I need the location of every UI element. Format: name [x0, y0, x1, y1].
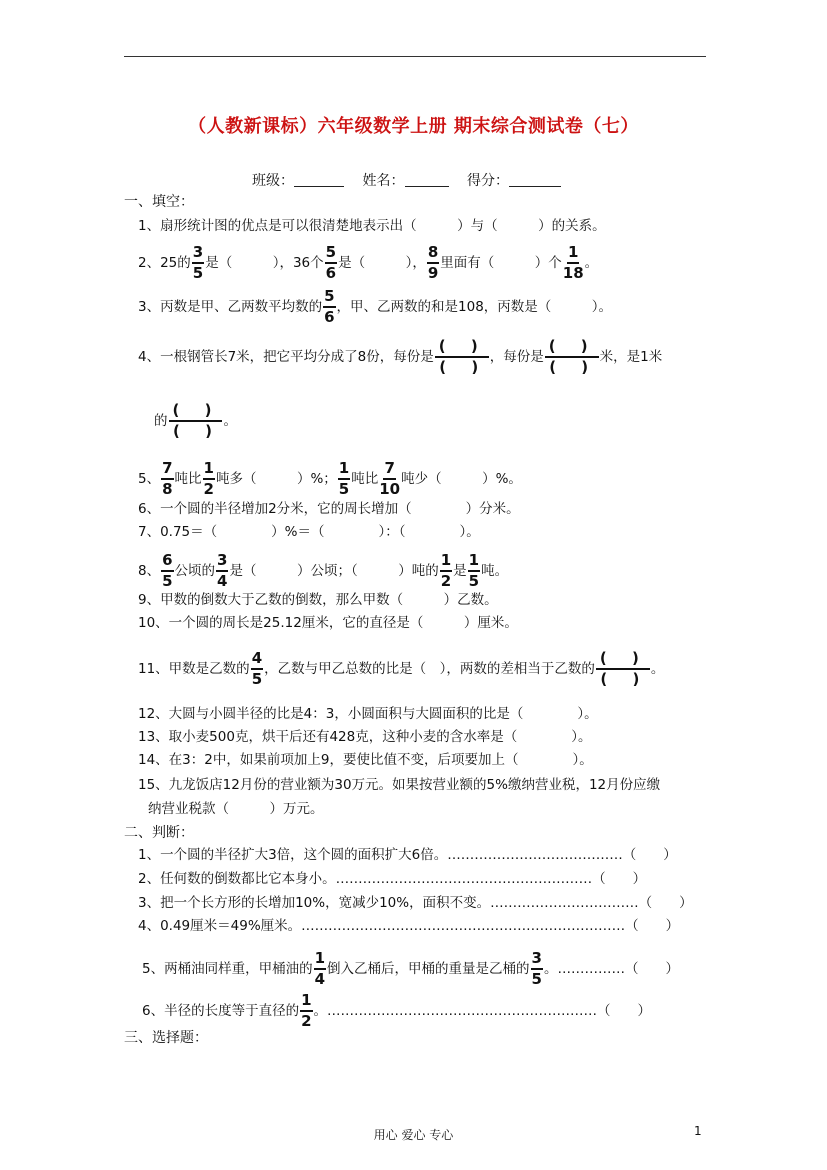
- section-fill-blank: 一、填空：: [124, 194, 194, 210]
- fraction: $\frac{5}{6}$: [324, 287, 335, 326]
- section-true-false: 二、判断：: [124, 825, 194, 841]
- fraction: $\frac{7}{10}$: [379, 459, 401, 498]
- question-2-3: 3、把一个长方形的长增加10%，宽减少10%，面积不变。……………………………（ ）: [138, 895, 693, 911]
- question-1-14: 14、在3：2中，如果前项加上9，要使比值不变，后项要加上（ ）。: [138, 752, 593, 768]
- blank-fraction: $\frac{( )}{( )}$: [169, 402, 223, 440]
- fraction: $\frac{7}{8}$: [162, 459, 173, 498]
- fraction: $\frac{1}{5}$: [338, 459, 350, 498]
- fraction: $\frac{1}{18}$: [562, 243, 584, 282]
- fraction: $\frac{4}{5}$: [251, 649, 263, 688]
- name-blank: [405, 172, 449, 187]
- fraction: $\frac{1}{2}$: [440, 551, 452, 590]
- question-2-4: 4、0.49厘米＝49%厘米。………………………………………………………………（ ）: [138, 918, 680, 934]
- fraction: $\frac{1}{5}$: [468, 551, 480, 590]
- fraction: $\frac{5}{6}$: [325, 243, 337, 282]
- page-title: （人教新课标）六年级数学上册 期末综合测试卷（七）: [188, 116, 639, 137]
- question-1-8: 8、 $\frac{6}{5}$ 公顷的 $\frac{3}{4}$ 是（ ）公顷；（ ）吨的 $\frac{1}{2}$ 是 $\frac{1}{5}$ 吨。: [138, 551, 509, 590]
- fraction: $\frac{8}{9}$: [427, 243, 439, 282]
- question-1-11: 11、甲数是乙数的 $\frac{4}{5}$ ，乙数与甲乙总数的比是（ ），两数的差相当于乙数的 $\frac{( )}{( )}$ 。: [138, 649, 665, 688]
- question-1-15-cont: 纳营业税款（ ）万元。: [148, 801, 324, 817]
- page-number: 1: [694, 1124, 702, 1138]
- question-1-12: 12、大圆与小圆半径的比是4：3，小圆面积与大圆面积的比是（ ）。: [138, 706, 598, 722]
- class-blank: [294, 172, 344, 187]
- fraction: $\frac{6}{5}$: [162, 551, 173, 590]
- blank-fraction: $\frac{( )}{( )}$: [545, 338, 599, 376]
- question-1-4: 4、一根钢管长7米，把它平均分成了8份，每份是 $\frac{( )}{( )}$ ，每份是 $\frac{( )}{( )}$ 米，是1米: [138, 337, 663, 376]
- footer-text: 用心 爱心 专心: [373, 1128, 454, 1142]
- fraction: $\frac{3}{5}$: [192, 243, 204, 282]
- student-info-row: [0, 170, 827, 190]
- question-1-9: 9、甲数的倒数大于乙数的倒数，那么甲数（ ）乙数。: [138, 592, 498, 608]
- fraction: $\frac{3}{4}$: [217, 551, 228, 590]
- class-label: 班级：: [252, 173, 295, 189]
- question-2-1: 1、一个圆的半径扩大3倍，这个圆的面积扩大6倍。…………………………………（ ）: [138, 847, 677, 863]
- score-blank: [509, 172, 561, 187]
- question-1-15: 15、九龙饭店12月份的营业额为30万元。如果按营业额的5%缴纳营业税，12月份应缴: [138, 777, 661, 793]
- section-multiple-choice: 三、选择题：: [124, 1030, 208, 1046]
- question-1-4-cont: 的 $\frac{( )}{( )}$ 。: [154, 401, 237, 440]
- question-1-6: 6、一个圆的半径增加2分米，它的周长增加（ ）分米。: [138, 501, 520, 517]
- question-1-2: 2、25的 $\frac{3}{5}$ 是（ ），36个 $\frac{5}{6}$ 是（ ）， $\frac{8}{9}$ 里面有（ ）个 $\frac{1}{18}$ 。: [138, 243, 599, 282]
- question-1-10: 10、一个圆的周长是25.12厘米，它的直径是（ ）厘米。: [138, 615, 518, 631]
- score-label: 得分：: [466, 173, 509, 189]
- blank-fraction: $\frac{( )}{( )}$: [435, 338, 489, 376]
- question-2-5: 5、两桶油同样重，甲桶油的 $\frac{1}{4}$ 倒入乙桶后，甲桶的重量是乙桶的 $\frac{3}{5}$ 。……………（ ）: [142, 949, 679, 988]
- question-1-5: 5、 $\frac{7}{8}$ 吨比 $\frac{1}{2}$ 吨多（ ）%； $\frac{1}{5}$ 吨比 $\frac{7}{10}$ 吨少（ ）%。: [138, 459, 522, 498]
- fraction: $\frac{1}{4}$: [314, 949, 326, 988]
- question-1-1: 1、扇形统计图的优点是可以很清楚地表示出（ ）与（ ）的关系。: [138, 218, 606, 234]
- question-2-2: 2、任何数的倒数都比它本身小。…………………………………………………（ ）: [138, 871, 647, 887]
- header-rule: [124, 56, 706, 57]
- blank-fraction: $\frac{( )}{( )}$: [596, 650, 650, 688]
- fraction: $\frac{1}{2}$: [203, 459, 214, 498]
- name-label: 姓名：: [362, 173, 405, 189]
- question-2-6: 6、半径的长度等于直径的 $\frac{1}{2}$ 。……………………………………………………（ ）: [142, 991, 652, 1030]
- question-1-3: 3、丙数是甲、乙两数平均数的 $\frac{5}{6}$ ，甲、乙两数的和是108，丙数是（ ）。: [138, 287, 613, 326]
- fraction: $\frac{3}{5}$: [531, 949, 542, 988]
- question-1-13: 13、取小麦500克，烘干后还有428克，这种小麦的含水率是（ ）。: [138, 729, 592, 745]
- question-1-7: 7、0.75＝（ ）%＝（ ）：（ ）。: [138, 524, 480, 540]
- fraction: $\frac{1}{2}$: [301, 991, 312, 1030]
